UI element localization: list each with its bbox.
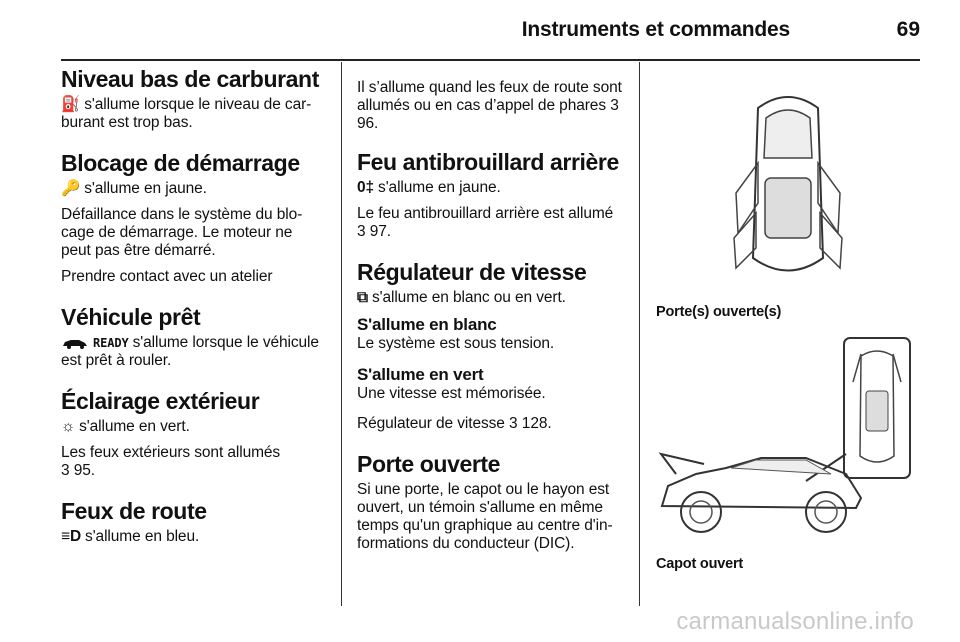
car-hood-open-illustration	[656, 336, 918, 546]
section-high-beam	[61, 498, 323, 546]
car-top-view-doors-open-illustration	[728, 88, 848, 288]
section-title: Porte ouverte	[357, 451, 501, 477]
section-title: Blocage de démarrage	[61, 150, 300, 176]
section-text: Si une porte, le capot ou le hayon est ouvert, un témoin s'allume en même temps qu'un graphique au centre d'in-formations du conducteur (DIC).	[357, 481, 613, 552]
watermark: carmanualsonline.info	[676, 608, 914, 635]
section-low-fuel	[61, 66, 323, 132]
section-text: Défaillance dans le système du blo-cage de démarrage. Le moteur ne peut pas être démarré.	[61, 206, 303, 259]
cruise-control-icon: ⧉	[357, 289, 368, 306]
fuel-pump-icon: ⛽	[61, 96, 81, 113]
subsection-green	[357, 365, 625, 403]
section-text: Régulateur de vitesse 3 128.	[357, 415, 552, 432]
section-text: ≡D s'allume en bleu.	[61, 528, 200, 545]
section-text: Prendre contact avec un atelier	[61, 268, 273, 285]
ref-arrow-icon: 3	[610, 97, 619, 114]
rear-fog-icon: 0‡	[357, 179, 375, 196]
high-beam-icon: ≡D	[61, 528, 82, 545]
ready-label: READY	[93, 336, 129, 350]
section-text: Les feux extérieurs sont allumés 3 95.	[61, 444, 281, 479]
section-text: 🔑 s'allume en jaune.	[61, 180, 207, 197]
section-title: Régulateur de vitesse	[357, 259, 587, 285]
section-title: Éclairage extérieur	[61, 388, 260, 414]
ref-arrow-icon: 3	[61, 462, 70, 479]
page-header-title: Instruments et commandes	[521, 18, 790, 41]
section-text: ☼ s'allume en vert.	[61, 418, 190, 435]
section-text: READY s'allume lorsque le véhicule est prêt à rouler.	[61, 334, 319, 369]
section-text: ⛽ s'allume lorsque le niveau de car-burant est trop bas.	[61, 96, 312, 131]
section-title: Feux de route	[61, 498, 207, 524]
section-exterior-lights	[61, 388, 323, 480]
intro-text: Il s’allume quand les feux de route sont allumés ou en cas d’appel de phares 3 96.	[357, 79, 622, 132]
column-2	[357, 79, 625, 571]
subsection-title: S'allume en vert	[357, 365, 484, 384]
figure-caption-doors: Porte(s) ouverte(s)	[656, 304, 782, 320]
figure-caption-hood: Capot ouvert	[656, 556, 744, 572]
section-title: Niveau bas de carburant	[61, 66, 319, 92]
vehicle-ready-icon	[61, 334, 89, 352]
column-divider-1	[341, 62, 342, 606]
subsection-text: Le système est sous tension.	[357, 335, 555, 352]
page-number: 69	[896, 18, 920, 41]
section-text: ⧉ s'allume en blanc ou en vert.	[357, 289, 566, 306]
header-rule	[61, 59, 920, 61]
section-rear-fog	[357, 149, 625, 241]
subsection-text: Une vitesse est mémorisée.	[357, 385, 546, 402]
exterior-lights-icon: ☼	[61, 418, 76, 435]
section-immobilizer	[61, 150, 323, 286]
section-text: 0‡ s'allume en jaune.	[357, 179, 501, 196]
immobilizer-icon: 🔑	[61, 180, 81, 197]
subsection-white	[357, 315, 625, 353]
section-text: Le feu antibrouillard arrière est allumé 3 97.	[357, 205, 614, 240]
section-title: Feu antibrouillard arrière	[357, 149, 619, 175]
ref-arrow-icon: 3	[357, 223, 366, 240]
section-door-open	[357, 451, 625, 553]
column-divider-2	[639, 62, 640, 606]
column-1	[61, 66, 323, 564]
section-title: Véhicule prêt	[61, 304, 201, 330]
subsection-title: S'allume en blanc	[357, 315, 497, 334]
section-cruise-control	[357, 259, 625, 433]
section-vehicle-ready	[61, 304, 323, 370]
ref-arrow-icon: 3	[509, 415, 518, 432]
